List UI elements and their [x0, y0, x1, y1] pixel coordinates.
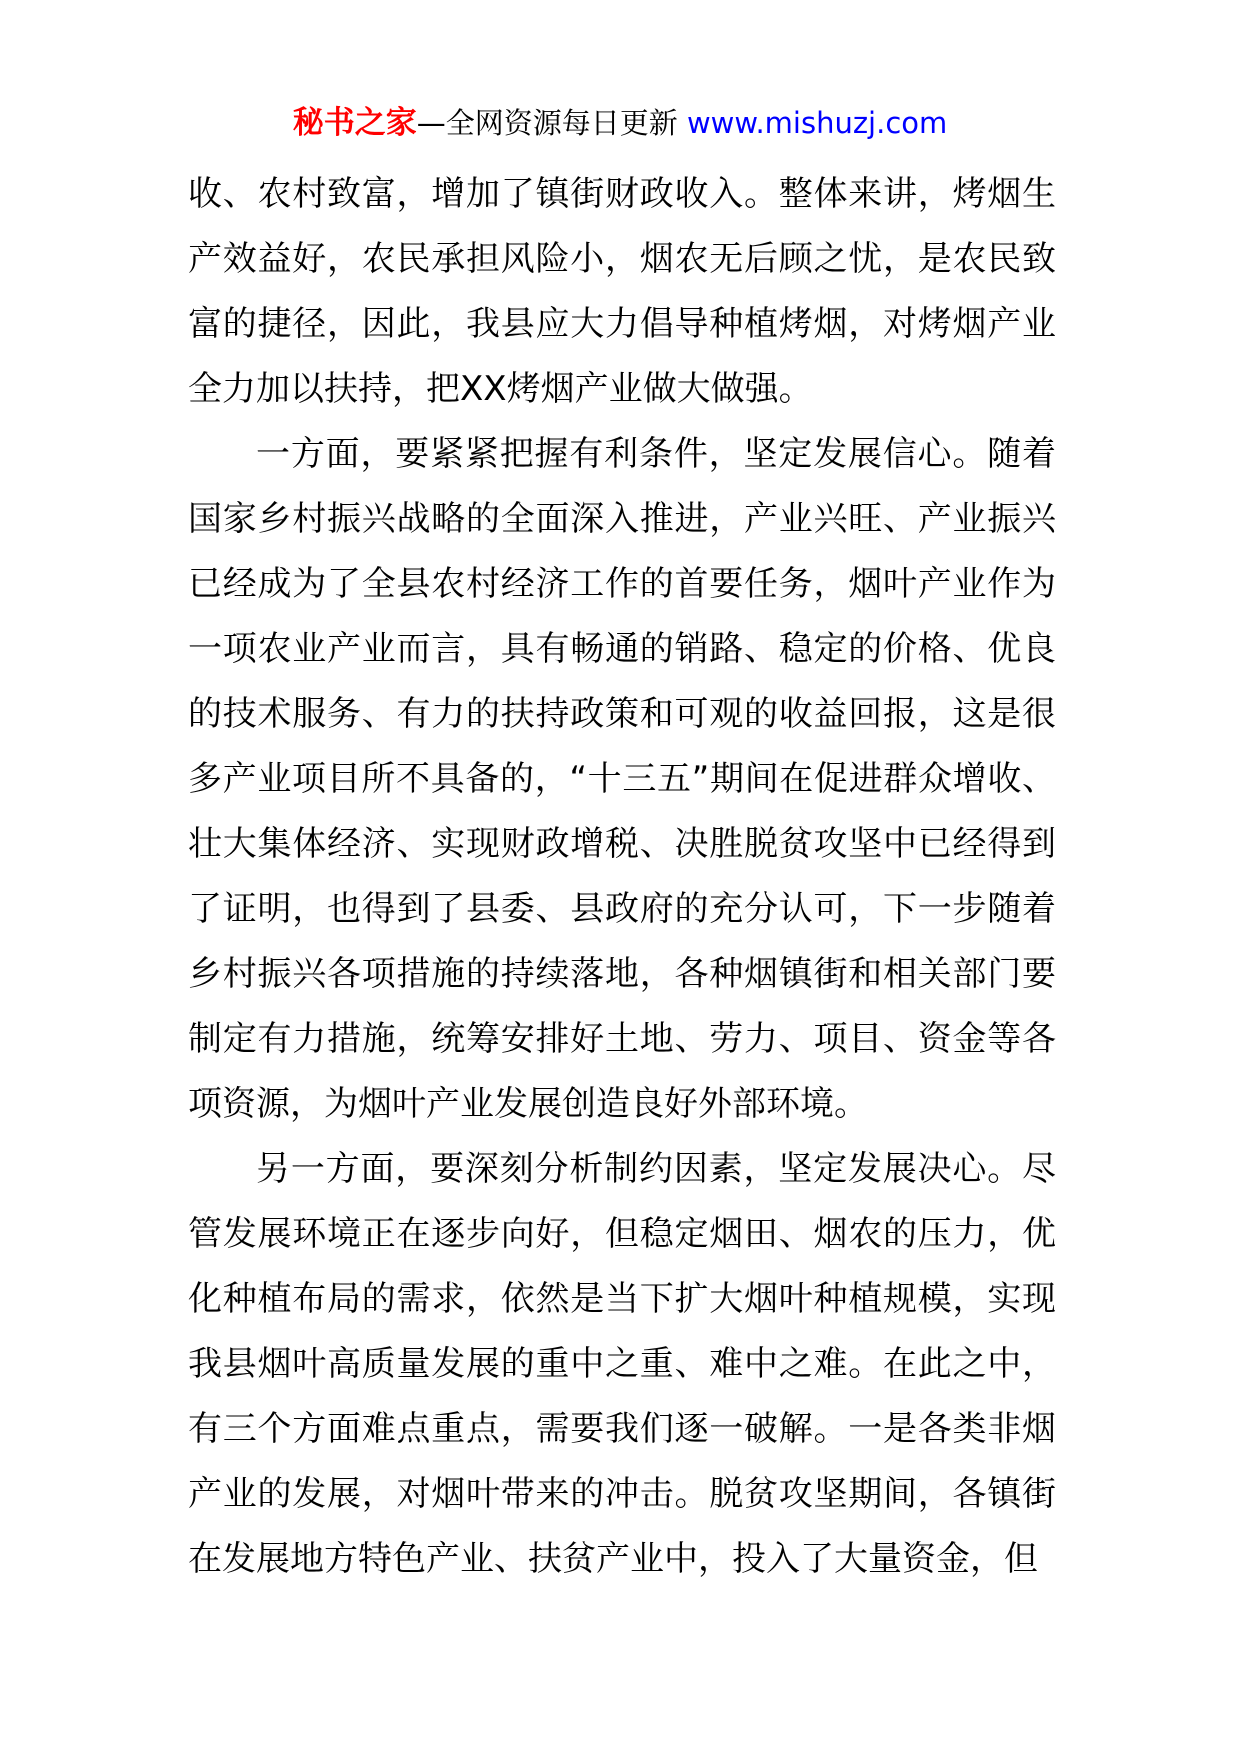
paragraph-first-aspect: 一方面，要紧紧把握有利条件，坚定发展信心。随着国家乡村振兴战略的全面深入推进，产业兴旺、产业振兴已经成为了全县农村经济工作的首要任务，烟叶产业作为一项农业产业而言，具有畅通的销路、稳定的价格、优良的技术服务、有力的扶持政策和可观的收益回报，这是很多产业项目所不具备的，“十三五”期间在促进群众增收、壮大集体经济、实现财政增税、决胜脱贫攻坚中已经得到了证明，也得到了县委、县政府的充分认可，下一步随着乡村振兴各项措施的持续落地，各种烟镇街和相关部门要制定有力措施，统筹安排好土地、劳力、项目、资金等各项资源，为烟叶产业发展创造良好外部环境。 [188, 434, 1056, 1124]
site-brand: 秘书之家 [292, 105, 417, 141]
paragraph-continuation: 收、农村致富，增加了镇街财政收入。整体来讲，烤烟生产效益好，农民承担风险小，烟农无后顾之忧，是农民致富的捷径，因此，我县应大力倡导种植烤烟，对烤烟产业全力加以扶持，把XX烤烟产业做大做强。 [188, 174, 1056, 409]
document-body [188, 162, 1056, 1592]
paragraph-second-aspect: 另一方面，要深刻分析制约因素，坚定发展决心。尽管发展环境正在逐步向好，但稳定烟田、烟农的压力，优化种植布局的需求，依然是当下扩大烟叶种植规模，实现我县烟叶高质量发展的重中之重、难中之难。在此之中，有三个方面难点重点，需要我们逐一破解。一是各类非烟产业的发展，对烟叶带来的冲击。脱贫攻坚期间，各镇街在发展地方特色产业、扶贫产业中，投入了大量资金，但 [188, 1149, 1056, 1579]
site-tagline: —全网资源每日更新 [416, 106, 678, 140]
site-url-link[interactable]: www.mishuzj.com [686, 106, 948, 140]
site-header [0, 101, 1240, 145]
